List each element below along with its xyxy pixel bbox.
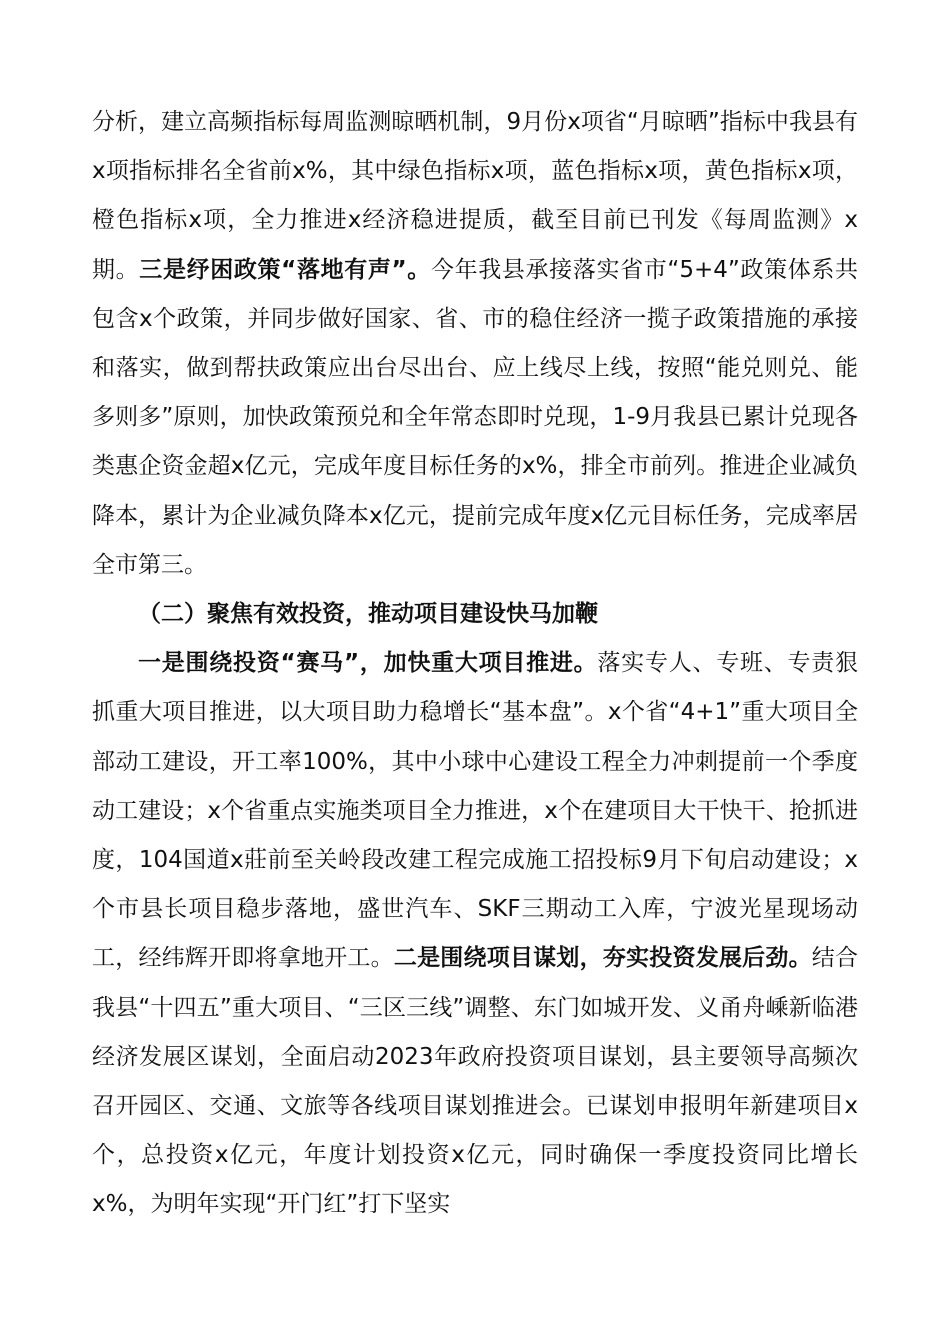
paragraph-lead-bold: 一是围绕投资“赛马”，加快重大项目推进。: [138, 650, 598, 677]
paragraph-text: 结合我县“十四五”重大项目、“三区三线”调整、东门如城开发、义甬舟嵊新临港经济发展区谋划，全面启动2023年政府投资项目谋划，县主要领导高频次召开园区、交通、文旅等各线项目谋划推进会。已谋划申报明年新建项目x个，总投资x亿元，年度计划投资x亿元，同时确保一季度投资同比增长x%，为明年实现“开门红”打下坚实: [92, 945, 858, 1218]
section-heading: （二）聚焦有效投资，推动项目建设快马加鞭: [138, 601, 598, 628]
document-page: [92, 98, 858, 1230]
paragraph-policy-monitoring: [92, 98, 858, 590]
paragraph-text: 落实专人、专班、专责狠抓重大项目推进，以大项目助力稳增长“基本盘”。x个省“4+1”重大项目全部动工建设，开工率100%，其中小球中心建设工程全力冲刺提前一个季度动工建设；x个省重点实施类项目全力推进，x个在建项目大干快干、抢抓进度，104国道x莊前至关岭段改建工程完成施工招投标9月下旬启动建设；x个市县长项目稳步落地，盛世汽车、SKF三期动工入库，宁波光星现场动工，经纬辉开即将拿地开工。: [92, 650, 859, 972]
paragraph-lead-bold: 三是纾困政策“落地有声”。: [139, 256, 431, 283]
paragraph-lead-bold: 二是围绕项目谋划，夯实投资发展后劲。: [393, 945, 812, 972]
paragraph-investment: [92, 639, 858, 1229]
paragraph-text: 今年我县承接落实省市“5+4”政策体系共包含x个政策，并同步做好国家、省、市的稳住经济一揽子政策措施的承接和落实，做到帮扶政策应出台尽出台、应上线尽上线，按照“能兑则兑、能多则多”原则，加快政策预兑和全年常态即时兑现，1-9月我县已累计兑现各类惠企资金超x亿元，完成年度目标任务的x%，排全市前列。推进企业减负降本，累计为企业减负降本x亿元，提前完成年度x亿元目标任务，完成率居全市第三。: [92, 256, 859, 578]
paragraph-text: 分析，建立高频指标每周监测晾晒机制，9月份x项省“月晾晒”指标中我县有x项指标排名全省前x%，其中绿色指标x项，蓝色指标x项，黄色指标x项，橙色指标x项，全力推进x经济稳进提质，截至目前已刊发《每周监测》x期。: [92, 109, 858, 283]
